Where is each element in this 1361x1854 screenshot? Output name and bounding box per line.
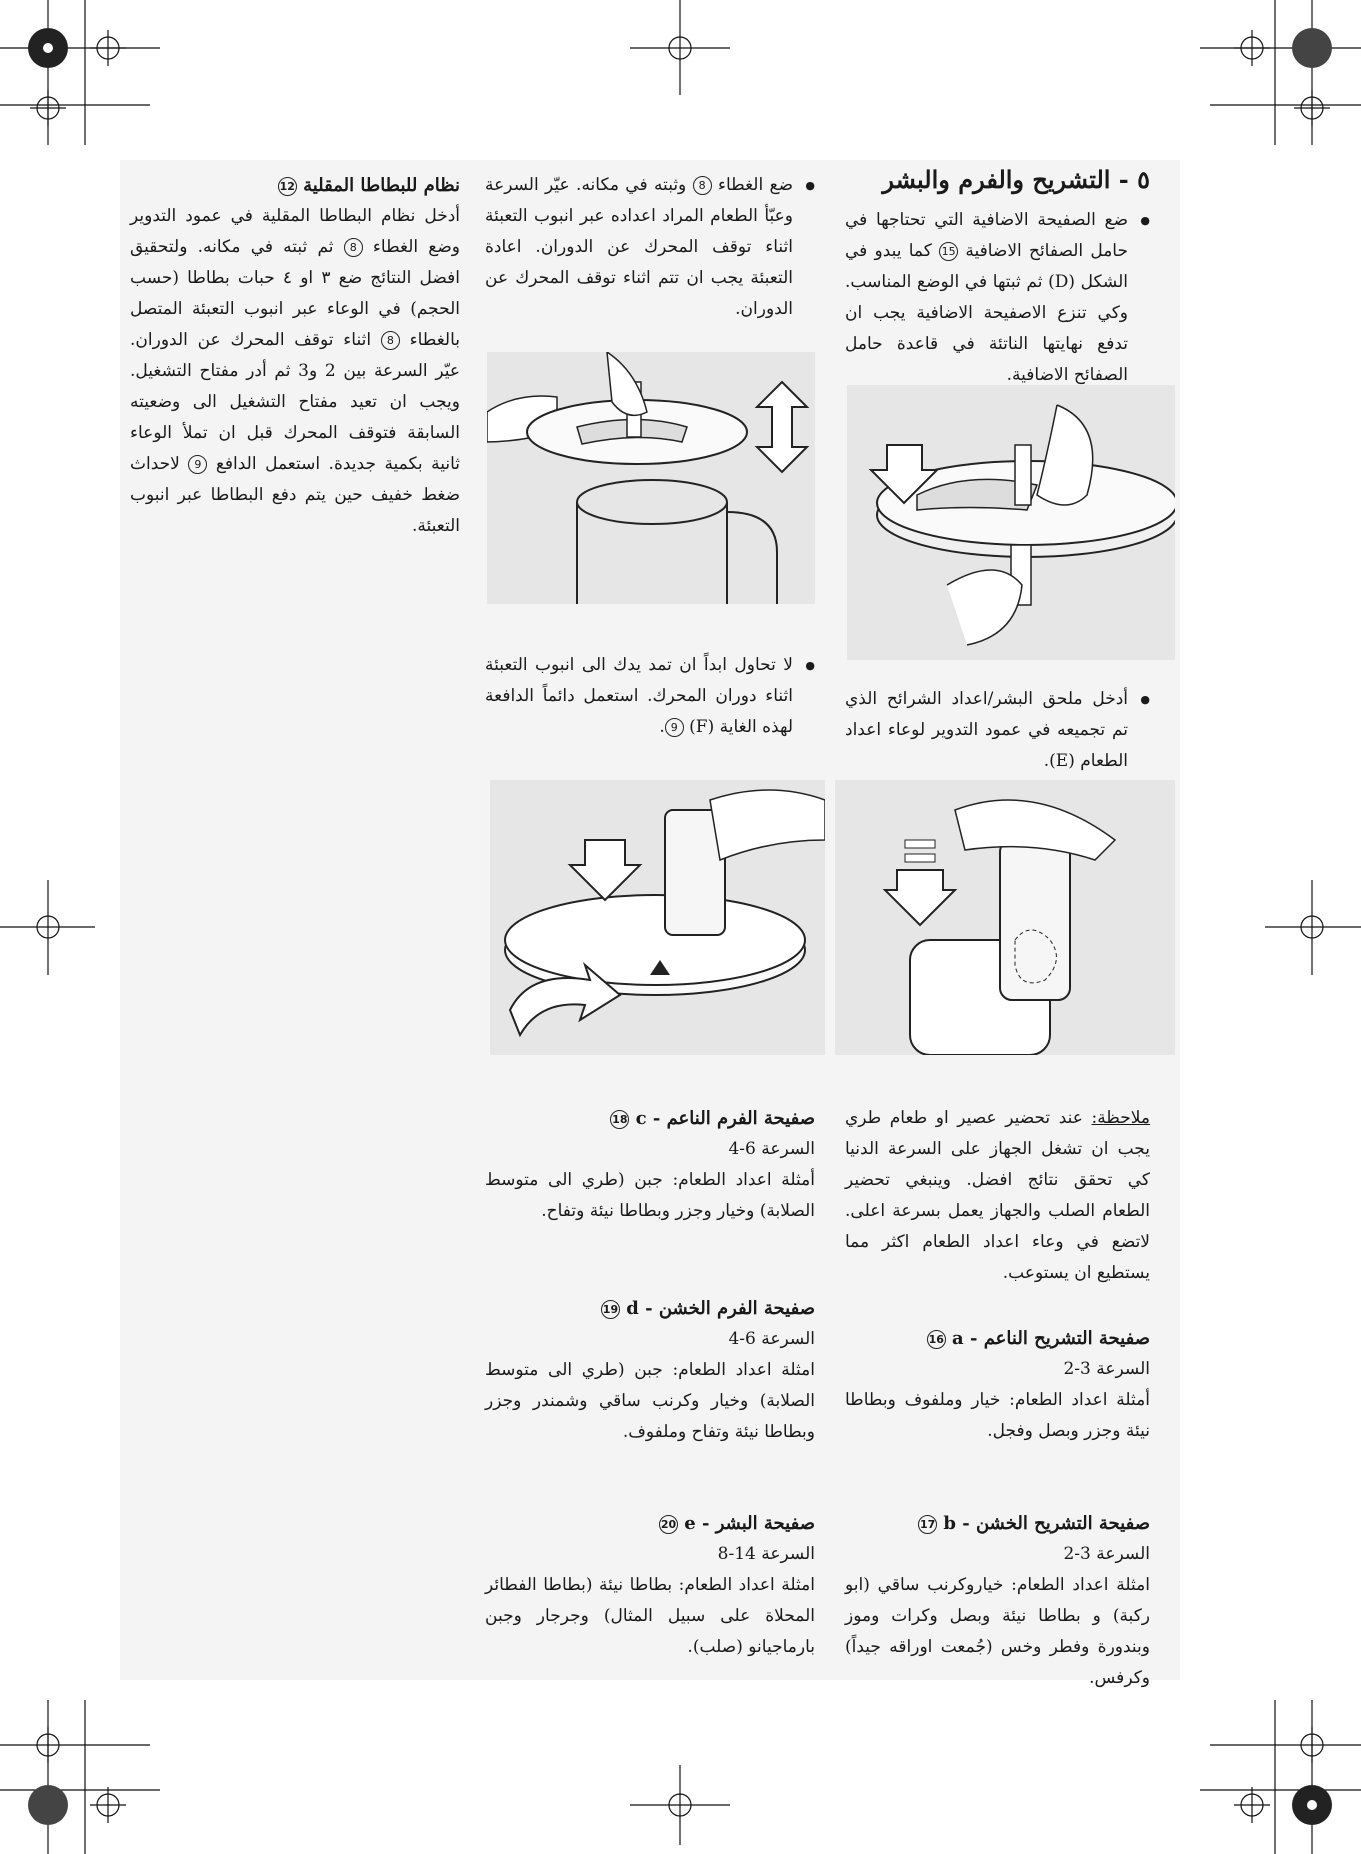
note-block	[845, 1103, 1150, 1289]
disc-speed: السرعة 14-8	[717, 1544, 815, 1564]
disc-title: صفيحة التشريح الخشن - b	[943, 1513, 1150, 1534]
disc-speed: السرعة 6-4	[728, 1329, 815, 1349]
middle-bullet-2: ● لا تحاول ابداً ان تمد يدك الى انبوب التعبئة اثناء دوران المحرك. استعمل دائماً الدافعة لهذه الغاية (F) 9.	[485, 650, 815, 743]
ref-circle: 20	[659, 1515, 678, 1534]
disc-b	[845, 1508, 1150, 1694]
note-label: ملاحظة:	[1091, 1108, 1151, 1128]
ref-circle: 18	[610, 1110, 629, 1129]
ref-circle: 9	[188, 455, 207, 474]
disc-title: صفيحة الفرم الناعم - c	[635, 1108, 815, 1129]
figure-lid-insert	[487, 352, 815, 604]
disc-examples: أمثلة اعداد الطعام: خيار وملفوف وبطاطا نيئة وجزر وبصل وفجل.	[845, 1390, 1150, 1441]
disc-speed: السرعة 3-2	[1063, 1544, 1150, 1564]
ref-circle: 8	[344, 238, 363, 257]
section-bullet-2-block	[845, 684, 1150, 777]
disc-examples: امثلة اعداد الطعام: بطاطا نيئة (بطاطا الفطائر المحلاة على سبيل المثال) وجرجار وجبن بارماجيانو (صلب).	[485, 1575, 815, 1657]
note-text: عند تحضير عصير او طعام طري يجب ان تشغل الجهاز على السرعة الدنيا كي تحقق نتائج افضل. وينبغي تحضير الطعام الصلب والجهاز يعمل بسرعة اعلى. لاتضع في وعاء اعداد الطعام اكثر مما يستطيع ان يستوعب.	[845, 1108, 1150, 1283]
fries-text: أدخل نظام البطاطا المقلية في عمود التدوير وضع الغطاء 8 ثم ثبته في مكانه. ولتحقيق افضل النتائج ضع ٣ او ٤ حبات بطاطا (حسب الحجم) في الوعاء عبر انبوب التعبئة المتصل بالغطاء 8 اثناء توقف المحرك عن الدوران. عيّر السرعة بين 2 و3 ثم أدر مفتاح التشغيل. ويجب ان تعيد مفتاح التشغيل الى وضعيته السابقة فتوقف المحرك قبل ان تملأ الوعاء ثانية بكمية جديدة. استعمل الدافع 9 لاحداث ضغط خفيف حين يتم دفع البطاطا عبر انبوب التعبئة.	[130, 206, 461, 536]
disc-d	[485, 1293, 815, 1448]
section-5-column	[845, 163, 1150, 391]
section-bullet-1: ● ضع الصفيحة الاضافية التي تحتاجها في حامل الصفائح الاضافية 15 كما يبدو في الشكل (D) ثم ثبتها في الوضع المناسب. وكي تنزع الاصفيحة الاضافية يجب ان تدفع نهايتها الناتئة في قاعدة حامل الصفائح الاضافية.	[845, 205, 1150, 391]
disc-title: صفيحة البشر - e	[684, 1513, 815, 1534]
fries-column	[130, 170, 460, 542]
fries-title: نظام للبطاطا المقلية 12	[279, 175, 460, 196]
section-bullet-2: ● أدخل ملحق البشر/اعداد الشرائح الذي تم تجميعه في عمود التدوير لوعاء اعداد الطعام (E).	[845, 684, 1150, 777]
ref-circle: 8	[693, 176, 712, 195]
ref-circle: 9	[665, 718, 684, 737]
disc-examples: امثلة اعداد الطعام: جبن (طري الى متوسط الصلابة) وخيار وكرنب ساقي وشمندر وجزر وبطاطا نيئة وتفاح وملفوف.	[485, 1360, 815, 1442]
disc-e	[485, 1508, 815, 1663]
ref-circle: 17	[918, 1515, 937, 1534]
section-title: ٥ - التشريح والفرم والبشر	[882, 165, 1150, 194]
disc-examples: امثلة اعداد الطعام: خياروكرنب ساقي (ابو ركبة) و بطاطا نيئة وبصل وكرات وموز وبندورة وفطر وخس (جُمعت اوراقه جيداً) وكرفس.	[845, 1575, 1150, 1688]
figure-disc-holder	[847, 385, 1175, 660]
middle-bullet-1: ● ضع الغطاء 8 وثبته في مكانه. عيّر السرعة وعبّأ الطعام المراد اعداده عبر انبوب التعبئة اثناء توقف المحرك عن الدوران. اعادة التعبئة يجب ان تتم اثناء توقف المحرك عن الدوران.	[485, 170, 815, 325]
ref-circle: 19	[601, 1300, 620, 1319]
ref-circle: 12	[278, 177, 297, 196]
figure-pusher-fries	[835, 780, 1175, 1055]
disc-title: صفيحة التشريح الناعم - a	[952, 1328, 1150, 1349]
disc-a	[845, 1323, 1150, 1447]
ref-circle: 16	[927, 1330, 946, 1349]
disc-examples: أمثلة اعداد الطعام: جبن (طري الى متوسط الصلابة) وخيار وجزر وبطاطا نيئة وتفاح.	[485, 1170, 815, 1221]
disc-c	[485, 1103, 815, 1227]
middle-bullet-2-block	[485, 650, 815, 743]
disc-title: صفيحة الفرم الخشن - d	[626, 1298, 815, 1319]
ref-circle: 15	[939, 242, 958, 261]
disc-speed: السرعة 3-2	[1063, 1359, 1150, 1379]
middle-column	[485, 170, 815, 325]
figure-lid-lock	[490, 780, 825, 1055]
disc-speed: السرعة 6-4	[728, 1139, 815, 1159]
ref-circle: 8	[381, 331, 400, 350]
